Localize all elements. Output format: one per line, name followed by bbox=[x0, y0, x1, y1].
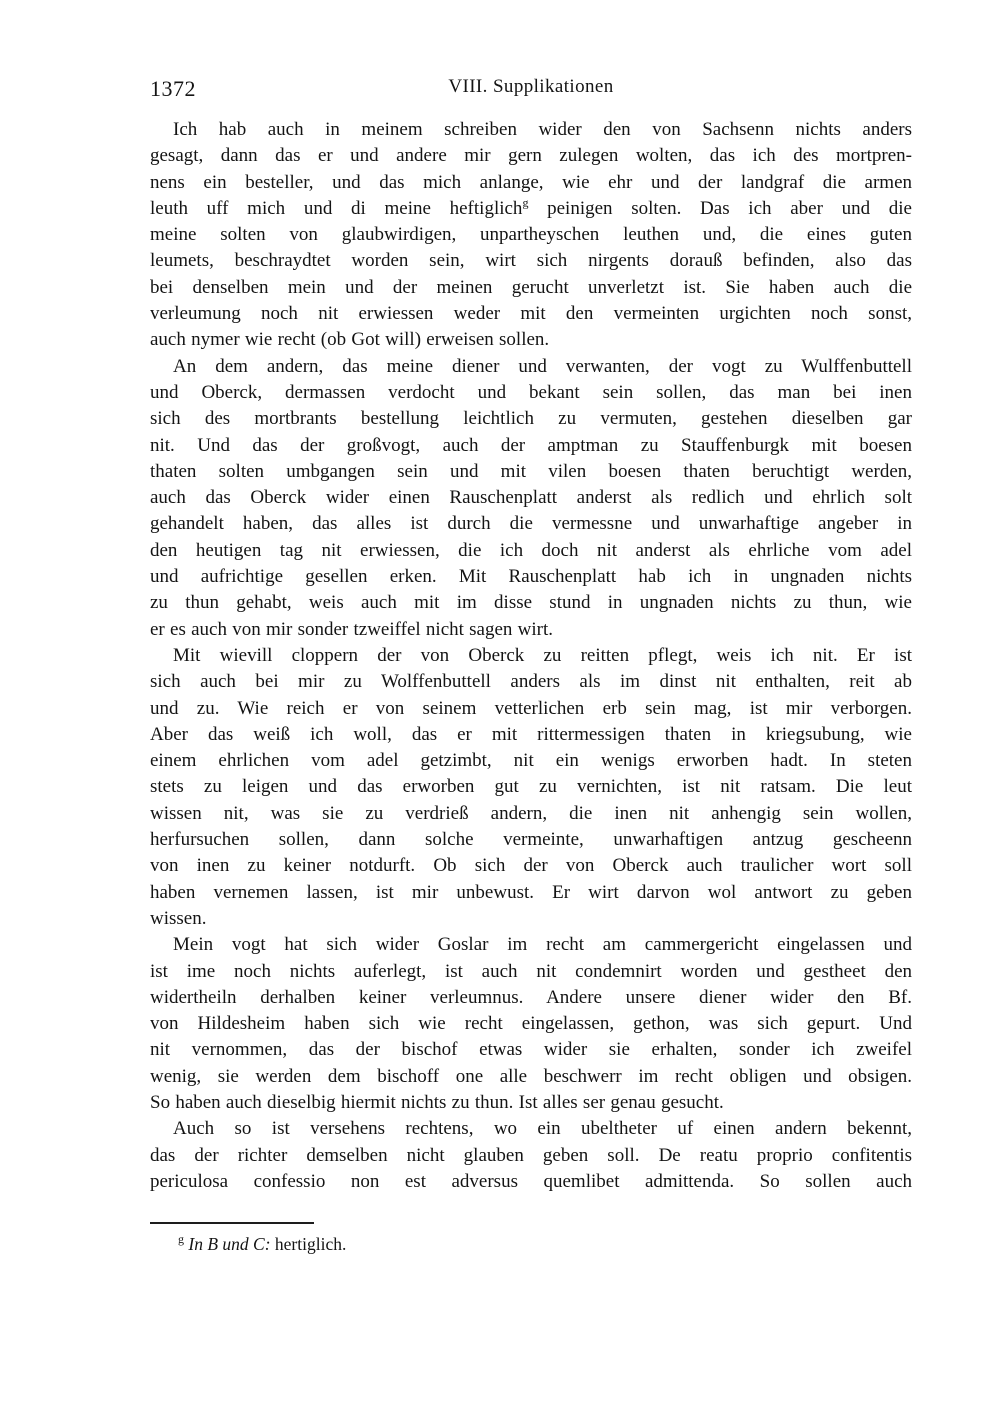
text-line: nit. Und das der großvogt, auch der amptman zu Stauffenburgk mit boesen bbox=[150, 434, 912, 456]
text-line: den heutigen tag nit erwiessen, die ich doch nit anderst als ehrliche vom adel bbox=[150, 539, 912, 561]
text-line: gesagt, dann das er und andere mir gern zulegen wolten, das ich des mortpren- bbox=[150, 145, 912, 167]
text-line: auch nymer wie recht (ob Got will) erweisen sollen. bbox=[150, 329, 550, 351]
text-line: nit vernommen, das der bischof etwas wider sie erhalten, sonder ich zweifel bbox=[150, 1039, 912, 1061]
text-line: und zu. Wie reich er von seinem vetterlichen erb sein mag, ist mir verborgen. bbox=[150, 697, 912, 719]
text-line: das der richter demselben nicht glauben geben soll. De reatu proprio confitentis bbox=[150, 1144, 912, 1166]
text-line: auch das Oberck wider einen Rauschenplatt anderst als redlich und ehrlich solt bbox=[150, 487, 912, 509]
text-line: ist ime noch nichts auferlegt, ist auch nit condemnirt worden und gestheet den bbox=[150, 960, 912, 982]
paragraph bbox=[150, 932, 912, 1116]
text-line: herfursuchen sollen, dann solche vermeinte, unwarhaftigen antzug gescheenn bbox=[150, 829, 912, 851]
text-line: und aufrichtige gesellen erken. Mit Rauschenplatt hab ich in ungnaden nichts bbox=[150, 566, 912, 588]
paragraph bbox=[150, 643, 912, 932]
text-line: wenig, sie werden dem bischoff one alle beschwerr im recht obligen und obsigen. bbox=[150, 1065, 912, 1087]
running-header bbox=[150, 76, 912, 104]
footnote-reference: g bbox=[522, 195, 529, 210]
text-line: An dem andern, das meine diener und verwanten, der vogt zu Wulffenbuttell bbox=[173, 355, 912, 377]
text-line: meine solten von glaubwirdigen, unpartheyschen leuthen und, die eines guten bbox=[150, 224, 912, 246]
paragraph bbox=[150, 1116, 912, 1195]
text-line: Auch so ist versehens rechtens, wo ein ubeltheter uf einen andern bekennt, bbox=[173, 1118, 912, 1140]
footnote-text: hertiglich. bbox=[274, 1234, 347, 1254]
text-line: Mein vogt hat sich wider Goslar im recht am cammergericht eingelassen und bbox=[173, 934, 912, 956]
text-line: und Oberck, dermassen verdocht und bekant sein sollen, das man bei inen bbox=[150, 381, 912, 403]
text-body bbox=[150, 117, 912, 1195]
text-line: wissen. bbox=[150, 907, 207, 929]
text-line: nens ein besteller, und das mich anlange, wie ehr und der landgraf die armen bbox=[150, 171, 912, 193]
text-line: von inen zu keiner notdurft. Ob sich der von Oberck auch traulicher wort soll bbox=[150, 855, 912, 877]
text-line: von Hildesheim haben sich wie recht eingelassen, gethon, was sich gepurt. Und bbox=[150, 1013, 912, 1035]
text-line: sich des mortbrants bestellung leichtlich zu vermuten, gestehen dieselben gar bbox=[150, 408, 912, 430]
text-line: bei denselben mein und der meinen gerucht unverletzt ist. Sie haben auch die bbox=[150, 276, 912, 298]
text-line: zu thun gehabt, weis auch mit im disse stund in ungnaden nichts zu thun, wie bbox=[150, 592, 912, 614]
footnote-marker: g bbox=[178, 1232, 184, 1247]
text-line: einem ehrlichen vom adel getzimbt, nit ein wenigs erworben hadt. In steten bbox=[150, 750, 912, 772]
paragraph bbox=[150, 117, 912, 354]
footnote-source: In B und C: bbox=[188, 1234, 271, 1254]
text-line: wissen nit, was sie zu verdrieß andern, die inen nit anhengig sein wollen, bbox=[150, 802, 912, 824]
text-line: er es auch von mir sonder tzweiffel nicht sagen wirt. bbox=[150, 618, 554, 640]
text-line: haben vernemen lassen, ist mir unbewust. Er wirt darvon wol antwort zu geben bbox=[150, 881, 912, 903]
running-head-title: VIII. Supplikationen bbox=[448, 76, 614, 97]
text-line: Ich hab auch in meinem schreiben wider den von Sachsenn nichts anders bbox=[173, 119, 912, 140]
text-line: leuth uff mich und di meine heftiglich$^g$ peinigen solten. Das ich aber und die bbox=[150, 195, 912, 219]
text-line: leumets, beschraydtet worden sein, wirt sich nirgents dorauß befinden, also das bbox=[150, 250, 912, 272]
text-line: Mit wievill cloppern der von Oberck zu reitten pflegt, weis ich nit. Er ist bbox=[173, 644, 912, 666]
text-line: So haben auch dieselbig hiermit nichts zu thun. Ist alles ser genau gesucht. bbox=[150, 1091, 724, 1113]
text-line: periculosa confessio non est adversus quemlibet admittenda. So sollen auch bbox=[150, 1170, 912, 1192]
text-line: widertheiln derhalben keiner verleumnus. Andere unsere diener wider den Bf. bbox=[150, 986, 912, 1008]
text-line: stets zu leigen und das erworben gut zu vernichten, ist nit ratsam. Die leut bbox=[150, 776, 912, 798]
text-line: gehandelt haben, das alles ist durch die vermessne und unwarhaftige angeber in bbox=[150, 513, 912, 535]
page-number: 1372 bbox=[150, 76, 196, 101]
footnote-rule bbox=[150, 1222, 314, 1224]
text-line: thaten solten umbgangen sein und mit vilen boesen thaten beruchtigt werden, bbox=[150, 460, 912, 482]
footnote-line bbox=[150, 1232, 912, 1256]
text-line: verleumung noch nit erwiessen weder mit den vermeinten urgichten noch sonst, bbox=[150, 303, 912, 325]
paragraph bbox=[150, 354, 912, 643]
text-line: Aber das weiß ich woll, das er mit rittermessigen thaten in kriegsubung, wie bbox=[150, 723, 912, 745]
footnote bbox=[150, 1232, 912, 1256]
text-line: sich auch bei mir zu Wolffenbuttell anders als im dinst nit enthalten, reit ab bbox=[150, 671, 912, 693]
